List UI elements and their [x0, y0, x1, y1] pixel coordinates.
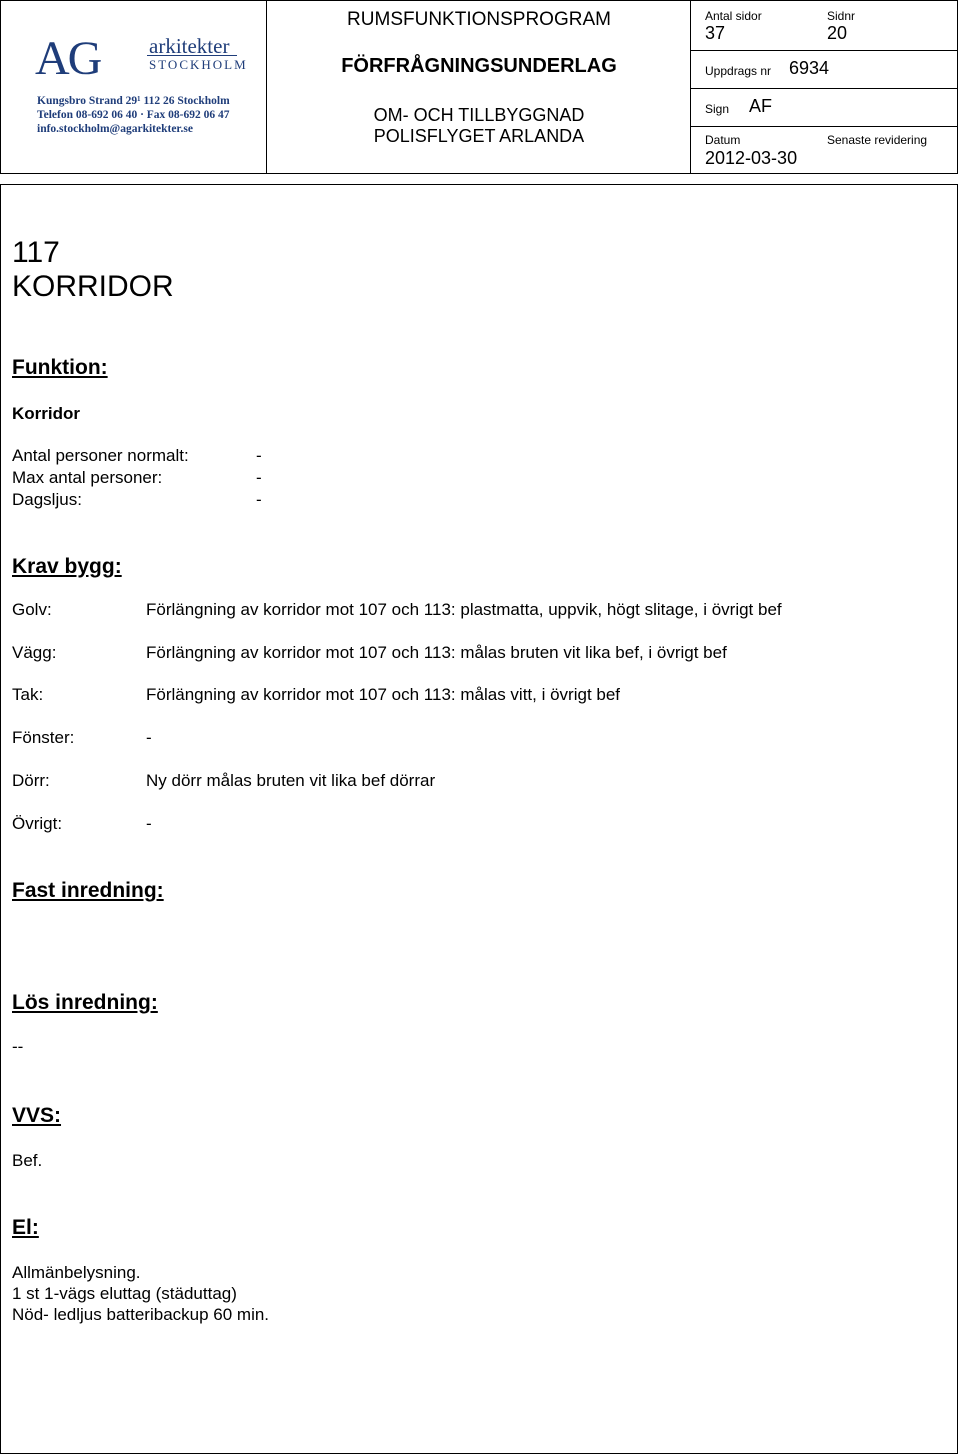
revidering-label: Senaste revidering [827, 133, 928, 147]
logo-email: info.stockholm@agarkitekter.se [37, 123, 193, 135]
room-number: 117 [12, 236, 60, 269]
project-line-2: POLISFLYGET ARLANDA [373, 126, 585, 146]
fonster-label: Fönster: [12, 728, 75, 747]
krav-bygg-heading: Krav bygg: [12, 555, 122, 578]
funktion-heading: Funktion: [12, 356, 108, 379]
datum-value: 2012-03-30 [705, 148, 798, 168]
antal-sidor-label: Antal sidor [705, 9, 762, 23]
document-title: RUMSFUNKTIONSPROGRAM [347, 9, 611, 30]
ovrigt-label: Övrigt: [12, 814, 63, 833]
el-heading: El: [12, 1216, 39, 1239]
persons-normal-value: - [256, 446, 262, 465]
logo-phone: Telefon 08-692 06 40 · Fax 08-692 06 47 [37, 109, 230, 121]
dagsljus-label: Dagsljus: [12, 490, 82, 509]
el-line-3: Nöd- ledljus batteribackup 60 min. [12, 1305, 270, 1324]
uppdrag-value: 6934 [789, 58, 830, 78]
vagg-label: Vägg: [12, 643, 57, 662]
dorr-label: Dörr: [12, 771, 50, 790]
dorr-value: Ny dörr målas bruten vit lika bef dörrar [146, 771, 436, 790]
persons-max-value: - [256, 468, 262, 487]
golv-value: Förlängning av korridor mot 107 och 113: plastmatta, uppvik, högt slitage, i övrigt bef [146, 600, 782, 619]
document-subtitle: FÖRFRÅGNINGSUNDERLAG [341, 55, 617, 77]
vvs-value: Bef. [12, 1151, 43, 1170]
tak-value: Förlängning av korridor mot 107 och 113: målas vitt, i övrigt bef [146, 685, 621, 704]
sidnr-label: Sidnr [827, 9, 856, 23]
logo-city: STOCKHOLM [149, 57, 248, 72]
project-name [267, 105, 691, 147]
datum-label: Datum [705, 133, 741, 147]
sidnr-value: 20 [827, 23, 848, 43]
logo-address: Kungsbro Strand 29¹ 112 26 Stockholm [37, 95, 230, 107]
antal-sidor-value: 37 [705, 23, 726, 43]
document-header [0, 0, 958, 174]
el-line-2: 1 st 1-vägs eluttag (städuttag) [12, 1284, 237, 1303]
logo-rule [147, 55, 237, 56]
fast-inredning-heading: Fast inredning: [12, 879, 164, 902]
persons-max-label: Max antal personer: [12, 468, 163, 487]
el-line-1: Allmänbelysning. [12, 1263, 141, 1282]
uppdrag-label: Uppdrags nr [705, 64, 772, 78]
project-line-1: OM- OCH TILLBYGGNAD [373, 105, 585, 125]
ovrigt-value: - [146, 814, 152, 833]
company-logo [31, 29, 251, 149]
los-inredning-value: -- [12, 1037, 24, 1056]
content-frame [0, 184, 958, 1454]
vvs-heading: VVS: [12, 1104, 62, 1127]
funktion-value: Korridor [12, 404, 80, 423]
header-divider [691, 126, 958, 127]
room-name: KORRIDOR [12, 270, 174, 303]
sign-label: Sign [705, 102, 730, 116]
vagg-value: Förlängning av korridor mot 107 och 113: målas bruten vit lika bef, i övrigt bef [146, 643, 727, 662]
fonster-value: - [146, 728, 152, 747]
header-divider [691, 50, 958, 51]
tak-label: Tak: [12, 685, 44, 704]
los-inredning-heading: Lös inredning: [12, 991, 158, 1014]
dagsljus-value: - [256, 490, 262, 509]
golv-label: Golv: [12, 600, 52, 619]
persons-normal-label: Antal personer normalt: [12, 446, 189, 465]
logo-mark: AG [35, 32, 101, 85]
sign-value: AF [749, 96, 773, 116]
header-divider [691, 88, 958, 89]
logo-name: arkitekter [149, 34, 230, 58]
